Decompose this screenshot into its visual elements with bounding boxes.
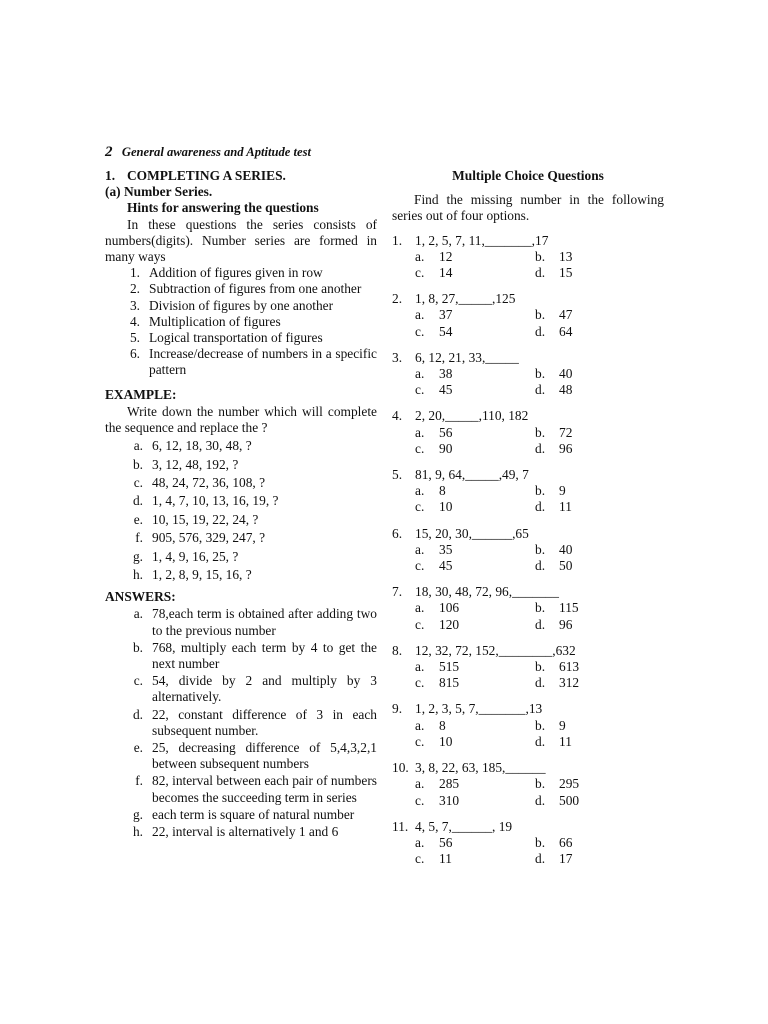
hints-heading: Hints for answering the questions (127, 200, 319, 216)
question: 11. 4, 5, 7,______, 19 a. 56 b. 66 c. 11 d. 17 (392, 818, 573, 867)
example-intro: Write down the number which will complete the sequence and replace the ? (105, 403, 377, 436)
question: 8. 12, 32, 72, 152,________,632 a. 515 b. 613 c. 815 d. 312 (392, 642, 580, 691)
question: 6. 15, 20, 30,______,65 a. 35 b. 40 c. 45 d. 50 (392, 525, 573, 574)
page-number: 2 (105, 144, 113, 160)
list-item: a. 78,each term is obtained after adding two to the previous number (133, 606, 377, 638)
list-item: g. 1, 4, 9, 16, 25, ? (132, 548, 239, 564)
list-item: c. 54, divide by 2 and multiply by 3 alternatively. (133, 673, 377, 705)
question: 7. 18, 30, 48, 72, 96,_______ a. 106 b. 115 c. 120 d. 96 (392, 584, 579, 632)
list-item: c. 48, 24, 72, 36, 108, ? (133, 475, 266, 491)
list-item: b. 768, multiply each term by 4 to get the next number (132, 639, 377, 671)
list-item: f. 905, 576, 329, 247, ? (135, 530, 266, 546)
list-item: d. 22, constant difference of 3 in each subsequent number. (132, 706, 377, 738)
question: 1. 1, 2, 5, 7, 11,_______,17 a. 12 b. 13 c. 14 d. 15 (392, 232, 573, 281)
subsection-title: (a) Number Series. (105, 184, 213, 200)
list-item: f. 82, interval between each pair of numbers becomes the succeeding term in series (135, 773, 377, 805)
list-item: h. 1, 2, 8, 9, 15, 16, ? (132, 566, 252, 582)
list-item: 5. Logical transportation of figures (129, 330, 323, 346)
list-item: 2. Subtraction of figures from one another (129, 281, 362, 297)
list-item: 3. Division of figures by one another (129, 297, 334, 313)
question: 10. 3, 8, 22, 63, 185,______ a. 285 b. 295 c. 310 d. 500 (392, 760, 580, 808)
right-column (392, 168, 664, 867)
mcq-heading: Multiple Choice Questions (452, 168, 604, 183)
question: 4. 2, 20,_____,110, 182 a. 56 b. 72 c. 90 d. 96 (392, 408, 573, 456)
question: 3. 6, 12, 21, 33,_____ a. 38 b. 40 c. 45 d. 48 (392, 349, 573, 398)
question: 2. 1, 8, 27,_____,125 a. 37 b. 47 c. 54 d. 64 (392, 291, 573, 339)
list-item: g. each term is square of natural number (132, 806, 355, 822)
running-title: General awareness and Aptitude test (121, 145, 312, 159)
page-header (105, 144, 311, 160)
example-heading: EXAMPLE: (105, 386, 177, 402)
intro-paragraph: In these questions the series consists of numbers(digits). Number series are formed in many ways (105, 216, 377, 265)
list-item: d. 1, 4, 7, 10, 13, 16, 19, ? (132, 493, 279, 509)
list-item: h. 22, interval is alternatively 1 and 6 (132, 824, 339, 840)
list-item: e. 25, decreasing difference of 5,4,3,2,1 between subsequent numbers (133, 740, 377, 772)
list-item: 1. Addition of figures given in row (129, 265, 323, 281)
section-title: 1. COMPLETING A SERIES. (105, 168, 286, 183)
list-item: b. 3, 12, 48, 192, ? (132, 456, 239, 472)
answers-list (105, 606, 377, 840)
mcq-intro: Find the missing number in the following series out of four options. (392, 192, 664, 224)
question: 9. 1, 2, 3, 5, 7,_______,13 a. 8 b. 9 c. 10 d. 11 (392, 701, 572, 749)
left-column (105, 168, 377, 841)
list-item: a. 6, 12, 18, 30, 48, ? (133, 438, 252, 454)
answers-heading: ANSWERS: (105, 589, 176, 605)
hints-list (105, 265, 377, 378)
list-item: 4. Multiplication of figures (129, 313, 281, 329)
examples-list (105, 438, 377, 583)
questions-list (392, 233, 664, 868)
question: 5. 81, 9, 64,_____,49, 7 a. 8 b. 9 c. 10 d. 11 (392, 467, 572, 515)
list-item: 6. Increase/decrease of numbers in a specific pattern (129, 346, 377, 378)
list-item: e. 10, 15, 19, 22, 24, ? (133, 511, 259, 527)
